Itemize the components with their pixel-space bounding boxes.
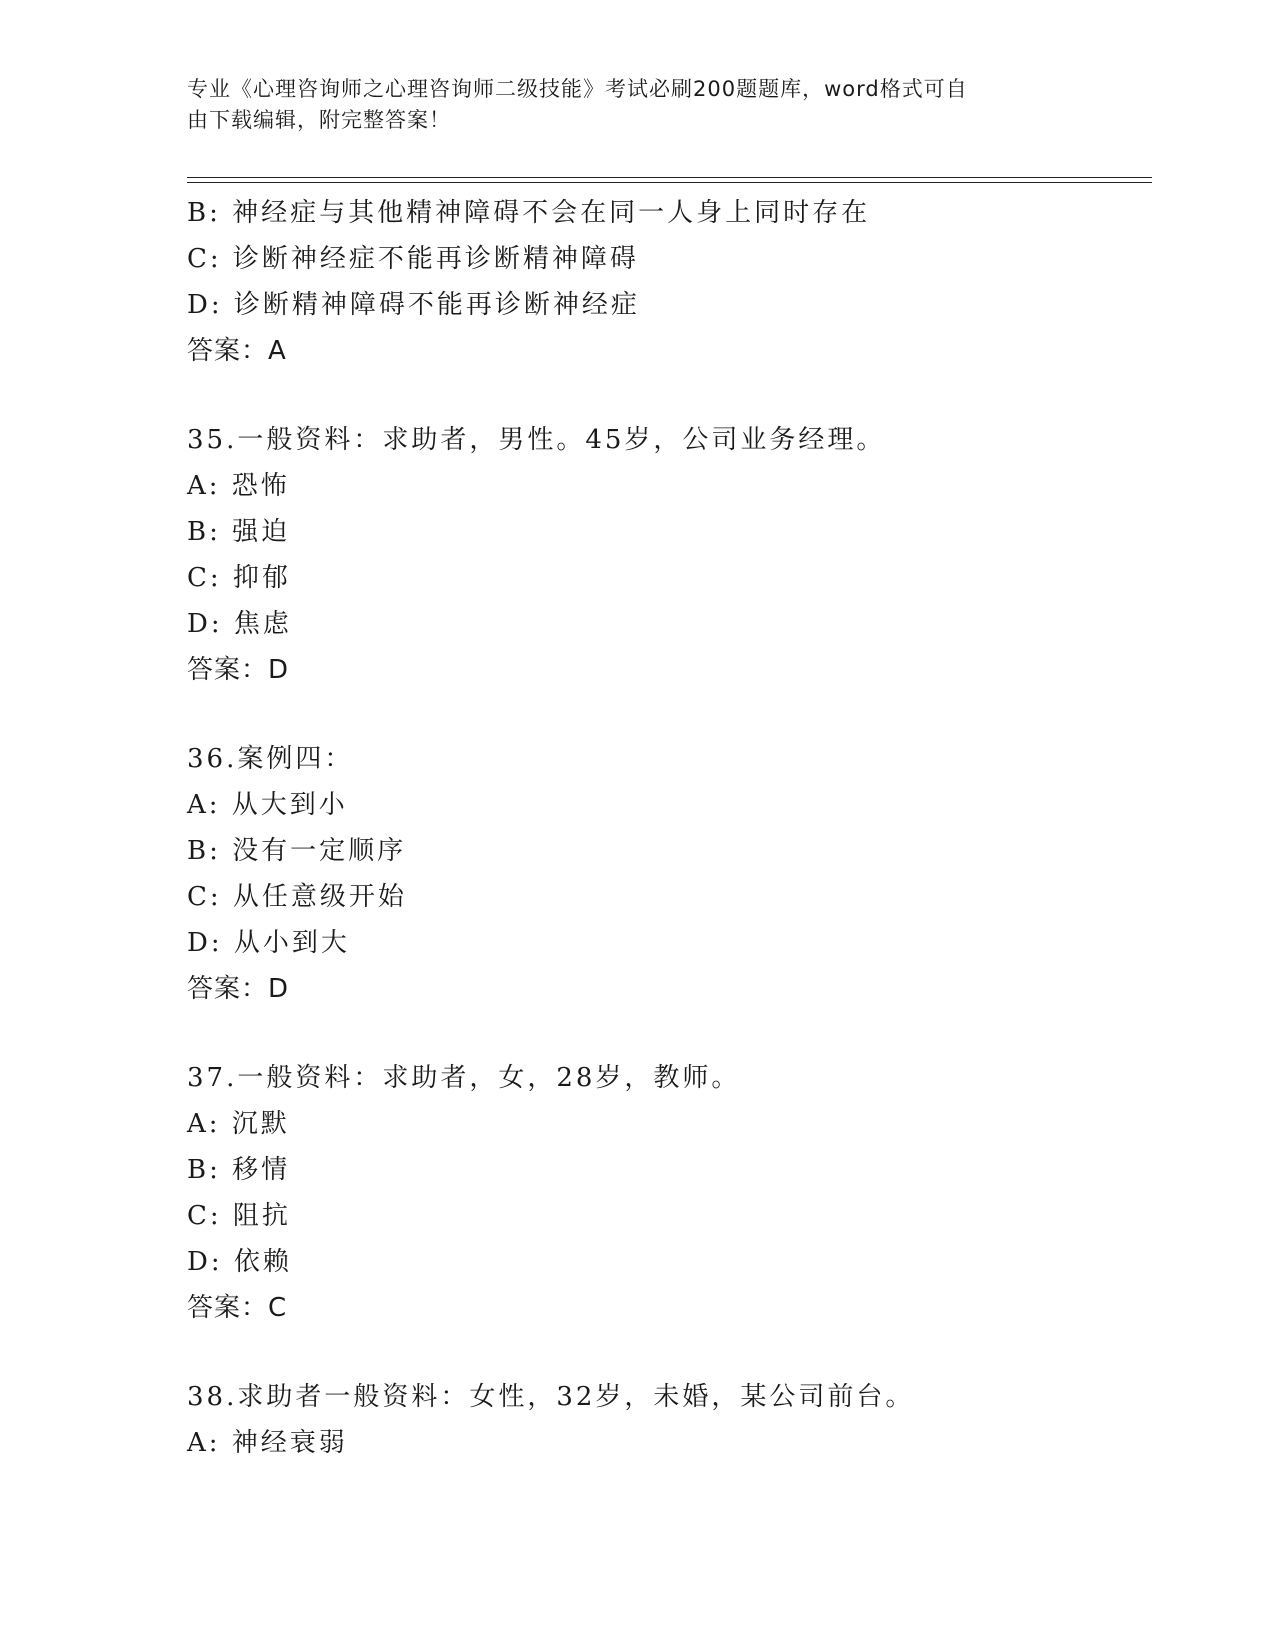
option-b: B: 没有一定顺序	[187, 836, 407, 866]
option-c: C: 阻抗	[187, 1201, 291, 1231]
option-b: B: 神经症与其他精神障碍不会在同一人身上同时存在	[187, 198, 871, 228]
option-a: A: 从大到小	[187, 790, 348, 820]
option-d: D: 诊断精神障碍不能再诊断神经症	[187, 290, 640, 320]
header-line-1: 专业《心理咨询师之心理咨询师二级技能》考试必刷200题题库，word格式可自	[187, 77, 968, 101]
question-block	[187, 1374, 1147, 1466]
question-block	[187, 736, 1147, 1012]
question-block	[187, 1055, 1147, 1331]
question-block	[187, 417, 1147, 693]
answer-line: 答案：D	[187, 655, 290, 685]
block-spacer	[187, 693, 1147, 736]
question-stem: 37.一般资料：求助者，女，28岁，教师。	[187, 1063, 741, 1093]
option-c: C: 诊断神经症不能再诊断精神障碍	[187, 244, 639, 274]
block-spacer	[187, 1012, 1147, 1055]
block-spacer	[187, 374, 1147, 417]
header-rule-top	[187, 177, 1152, 178]
document-header	[187, 74, 1067, 136]
header-line-2: 由下载编辑，附完整答案！	[187, 108, 451, 132]
question-stem: 36.案例四：	[187, 744, 354, 774]
question-stem: 38.求助者一般资料：女性，32岁，未婚，某公司前台。	[187, 1382, 915, 1412]
option-d: D: 依赖	[187, 1247, 292, 1277]
option-a: A: 神经衰弱	[187, 1428, 348, 1458]
answer-line: 答案：C	[187, 1293, 288, 1323]
answer-line: 答案：D	[187, 974, 290, 1004]
option-a: A: 恐怖	[187, 471, 290, 501]
option-c: C: 从任意级开始	[187, 882, 407, 912]
option-d: D: 从小到大	[187, 928, 350, 958]
answer-line: 答案：A	[187, 336, 287, 366]
option-c: C: 抑郁	[187, 563, 291, 593]
option-d: D: 焦虑	[187, 609, 292, 639]
question-list	[187, 190, 1147, 1466]
option-a: A: 沉默	[187, 1109, 290, 1139]
option-b: B: 移情	[187, 1155, 291, 1185]
question-stem: 35.一般资料：求助者，男性。45岁，公司业务经理。	[187, 425, 886, 455]
header-rule-bottom	[187, 182, 1152, 183]
block-spacer	[187, 1331, 1147, 1374]
option-b: B: 强迫	[187, 517, 291, 547]
question-block	[187, 190, 1147, 374]
